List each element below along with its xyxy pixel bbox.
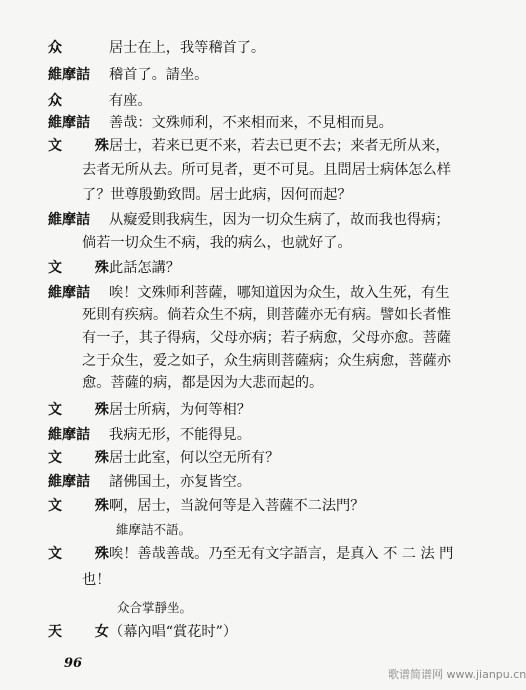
stage-direction	[0, 520, 493, 542]
speaker-label: 文 殊	[48, 498, 123, 514]
watermark: 歌谱简谱网 www.jianpu.cn	[388, 668, 526, 681]
dialogue-line	[0, 622, 493, 644]
dialogue-text: 从癡爱則我病生，因为一切众生病了，故而我也得病；	[109, 212, 450, 228]
dialogue-text: 唉！善哉善哉。乃至无有文字語言，是真入 不 二 法 門	[109, 546, 454, 562]
dialogue-line	[0, 448, 493, 470]
speaker-label: 文 殊	[48, 450, 123, 466]
dialogue-text: 之于众生，爱之如子，众生病則菩薩病；众生病愈，菩薩亦	[82, 353, 451, 369]
speaker-label: 維摩詰	[48, 285, 90, 301]
speaker-label: 天 女	[48, 624, 123, 640]
speaker-label: 維摩詰	[48, 427, 90, 443]
dialogue-text: 死則有疾病。倘若众生不病，則菩薩亦无有病。譬如长者惟	[82, 307, 451, 323]
dialogue-text: 也！	[82, 572, 111, 588]
dialogue-line	[0, 570, 493, 592]
dialogue-line	[0, 400, 493, 422]
dialogue-text: 居士所病，为何等相？	[109, 402, 251, 418]
dialogue-text: 唉！文殊师利菩薩，哪知道因为众生，故入生死，有生	[109, 285, 450, 301]
dialogue-text: 啊，居士，当說何等是入菩薩不二法門？	[109, 498, 365, 514]
dialogue-line	[0, 373, 493, 395]
dialogue-line	[0, 91, 493, 113]
dialogue-line	[0, 351, 493, 373]
dialogue-text: 有一子，其子得病，父母亦病；若子病愈，父母亦愈。菩薩	[82, 330, 451, 346]
dialogue-line	[0, 136, 493, 158]
dialogue-line	[0, 258, 493, 280]
speaker-label: 文 殊	[48, 546, 123, 562]
dialogue-line	[0, 283, 493, 305]
dialogue-line	[0, 544, 493, 566]
stage-direction	[0, 598, 493, 620]
dialogue-text: 我病无形，不能得見。	[109, 427, 251, 443]
dialogue-text: 居士此室，何以空无所有？	[109, 450, 280, 466]
dialogue-line	[0, 328, 493, 350]
dialogue-text: 此話怎講？	[109, 260, 180, 276]
dialogue-text: 居士在上，我等稽首了。	[109, 40, 266, 56]
dialogue-line	[0, 305, 493, 327]
speaker-label: 众	[48, 93, 62, 109]
stage-direction-text: 維摩詰不語。	[116, 522, 192, 537]
dialogue-line	[0, 496, 493, 518]
speaker-label: 維摩詰	[48, 212, 90, 228]
dialogue-line	[0, 210, 493, 232]
dialogue-line	[0, 160, 493, 182]
speaker-label: 文 殊	[48, 402, 123, 418]
speaker-label: 文 殊	[48, 260, 123, 276]
dialogue-line	[0, 233, 493, 255]
page-number: 96	[64, 656, 83, 671]
dialogue-line	[0, 65, 493, 87]
dialogue-text: 去者无所从去。所可見者，更不可見。且問居士病体怎么样	[82, 162, 451, 178]
dialogue-line	[0, 38, 493, 60]
dialogue-text: 了？世尊殷勤致問。居士此病，因何而起？	[82, 187, 352, 203]
speaker-label: 文 殊	[48, 138, 123, 154]
speaker-label: 众	[48, 40, 62, 56]
dialogue-text: 居士，若来已更不来，若去已更不去；来者无所从来，	[109, 138, 450, 154]
dialogue-text: （幕內唱“賞花时”）	[109, 624, 238, 640]
stage-direction-text: 众合掌靜坐。	[117, 600, 193, 615]
dialogue-text: 愈。菩薩的病，都是因为大悲而起的。	[82, 375, 324, 391]
dialogue-line	[0, 185, 493, 207]
speaker-label: 維摩詰	[48, 67, 90, 83]
speaker-label: 維摩詰	[48, 474, 90, 490]
dialogue-line	[0, 472, 493, 494]
dialogue-text: 稽首了。請坐。	[109, 67, 209, 83]
dialogue-text: 善哉：文殊师利，不来相而来，不見相而見。	[109, 115, 393, 131]
dialogue-text: 倘若一切众生不病，我的病么，也就好了。	[82, 235, 352, 251]
dialogue-text: 諸佛国土，亦复皆空。	[109, 474, 251, 490]
dialogue-text: 有座。	[109, 93, 152, 109]
speaker-label: 維摩詰	[48, 115, 90, 131]
dialogue-line	[0, 425, 493, 447]
dialogue-line	[0, 113, 493, 135]
